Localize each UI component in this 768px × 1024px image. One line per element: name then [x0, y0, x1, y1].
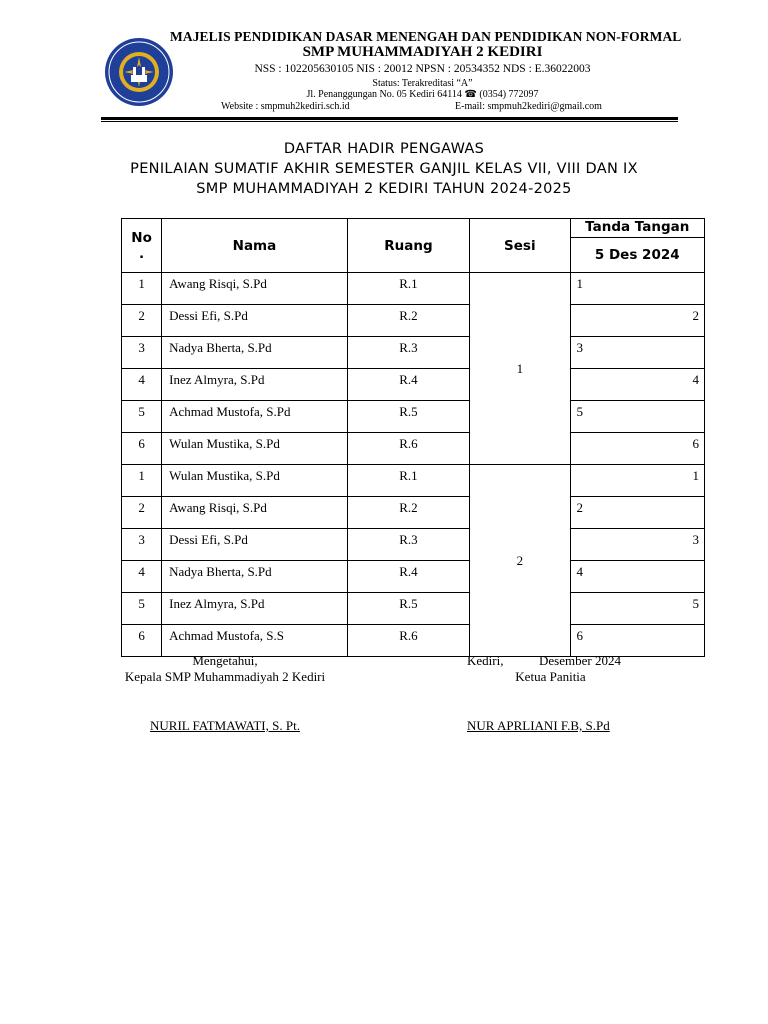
letterhead-email: E-mail: smpmuh2kediri@gmail.com [455, 101, 602, 112]
signature-cell: 2 [570, 497, 705, 529]
row-number: 1 [122, 465, 162, 497]
row-name: Inez Almyra, S.Pd [162, 369, 348, 401]
letterhead-divider-thin [101, 121, 678, 122]
row-name: Achmad Mustofa, S.Pd [162, 401, 348, 433]
letterhead-address: Jl. Penanggungan No. 05 Kediri 64114 ☎ (0354) 772097 [306, 89, 539, 100]
document-subtitle: PENILAIAN SUMATIF AKHIR SEMESTER GANJIL KELAS VII, VIII DAN IX [130, 161, 638, 177]
row-number: 5 [122, 401, 162, 433]
footer-headmaster-name: NURIL FATMAWATI, S. Pt. [150, 718, 300, 733]
footer-date: Desember 2024 [539, 653, 621, 668]
header-no [122, 219, 162, 273]
table-row [122, 401, 705, 433]
attendance-table [121, 218, 705, 657]
document-subtitle-school: SMP MUHAMMADIYAH 2 KEDIRI TAHUN 2024-2025 [196, 181, 572, 197]
header-ttd-date: 5 Des 2024 [594, 247, 680, 263]
row-room: R.6 [347, 625, 469, 657]
row-number: 2 [122, 497, 162, 529]
signature-cell: 4 [570, 561, 705, 593]
table-header-row [122, 219, 705, 273]
row-name: Awang Risqi, S.Pd [162, 497, 348, 529]
letterhead-website: Website : smpmuh2kediri.sch.id [221, 101, 350, 112]
signature-cell: 5 [570, 401, 705, 433]
footer-headmaster-title: Kepala SMP Muhammadiyah 2 Kediri [124, 669, 326, 684]
row-number: 1 [122, 273, 162, 305]
letterhead-status: Status: Terakreditasi “A” [372, 78, 473, 89]
row-number: 2 [122, 305, 162, 337]
row-name: Inez Almyra, S.Pd [162, 593, 348, 625]
row-name: Dessi Efi, S.Pd [162, 529, 348, 561]
row-room: R.4 [347, 561, 469, 593]
signature-cell: 5 [570, 593, 705, 625]
footer-committee-name: NUR APRLIANI F.B, S.Pd [467, 718, 610, 733]
row-number: 6 [122, 433, 162, 465]
signature-cell: 3 [570, 337, 705, 369]
header-no-dot: . [138, 245, 145, 262]
header-nama: Nama [162, 219, 348, 273]
row-number: 6 [122, 625, 162, 657]
table-row [122, 593, 705, 625]
row-name: Dessi Efi, S.Pd [162, 305, 348, 337]
row-number: 3 [122, 529, 162, 561]
table-row [122, 369, 705, 401]
letterhead-divider [101, 117, 678, 120]
row-room: R.1 [347, 465, 469, 497]
footer-city: Kediri, [467, 653, 504, 668]
row-number: 5 [122, 593, 162, 625]
row-number: 4 [122, 561, 162, 593]
table-row [122, 465, 705, 497]
table-row [122, 337, 705, 369]
signature-cell: 1 [570, 465, 705, 497]
row-room: R.6 [347, 433, 469, 465]
row-number: 3 [122, 337, 162, 369]
signature-cell: 6 [570, 433, 705, 465]
document-title: DAFTAR HADIR PENGAWAS [283, 141, 485, 157]
table-row [122, 305, 705, 337]
letterhead-school: SMP MUHAMMADIYAH 2 KEDIRI [302, 44, 543, 60]
table-row [122, 561, 705, 593]
header-no-text: No [131, 229, 152, 246]
footer-committee-title: Ketua Panitia [515, 669, 586, 684]
row-name: Awang Risqi, S.Pd [162, 273, 348, 305]
row-name: Achmad Mustofa, S.S [162, 625, 348, 657]
row-room: R.5 [347, 593, 469, 625]
letterhead-ids: NSS : 102205630105 NIS : 20012 NPSN : 20534352 NDS : E.36022003 [254, 63, 591, 75]
footer-acknowledge: Mengetahui, [192, 653, 258, 668]
row-name: Nadya Bherta, S.Pd [162, 561, 348, 593]
session-number: 1 [470, 273, 570, 465]
row-room: R.3 [347, 529, 469, 561]
school-logo [104, 37, 174, 107]
table-row [122, 433, 705, 465]
signature-cell: 4 [570, 369, 705, 401]
table-row [122, 625, 705, 657]
row-name: Nadya Bherta, S.Pd [162, 337, 348, 369]
session-number: 2 [470, 465, 570, 657]
row-room: R.5 [347, 401, 469, 433]
row-name: Wulan Mustika, S.Pd [162, 465, 348, 497]
letterhead-org: MAJELIS PENDIDIKAN DASAR MENENGAH DAN PENDIDIKAN NON-FORMAL [170, 29, 682, 44]
table-row [122, 497, 705, 529]
row-room: R.3 [347, 337, 469, 369]
row-room: R.2 [347, 497, 469, 529]
header-ruang: Ruang [347, 219, 469, 273]
row-name: Wulan Mustika, S.Pd [162, 433, 348, 465]
signature-cell: 6 [570, 625, 705, 657]
header-sesi: Sesi [470, 219, 570, 273]
signature-cell: 2 [570, 305, 705, 337]
header-ttd [570, 219, 705, 273]
row-room: R.2 [347, 305, 469, 337]
table-row [122, 529, 705, 561]
signature-cell: 3 [570, 529, 705, 561]
signature-cell: 1 [570, 273, 705, 305]
row-room: R.1 [347, 273, 469, 305]
row-number: 4 [122, 369, 162, 401]
row-room: R.4 [347, 369, 469, 401]
table-row [122, 273, 705, 305]
header-ttd-label: Tanda Tangan [571, 219, 705, 238]
